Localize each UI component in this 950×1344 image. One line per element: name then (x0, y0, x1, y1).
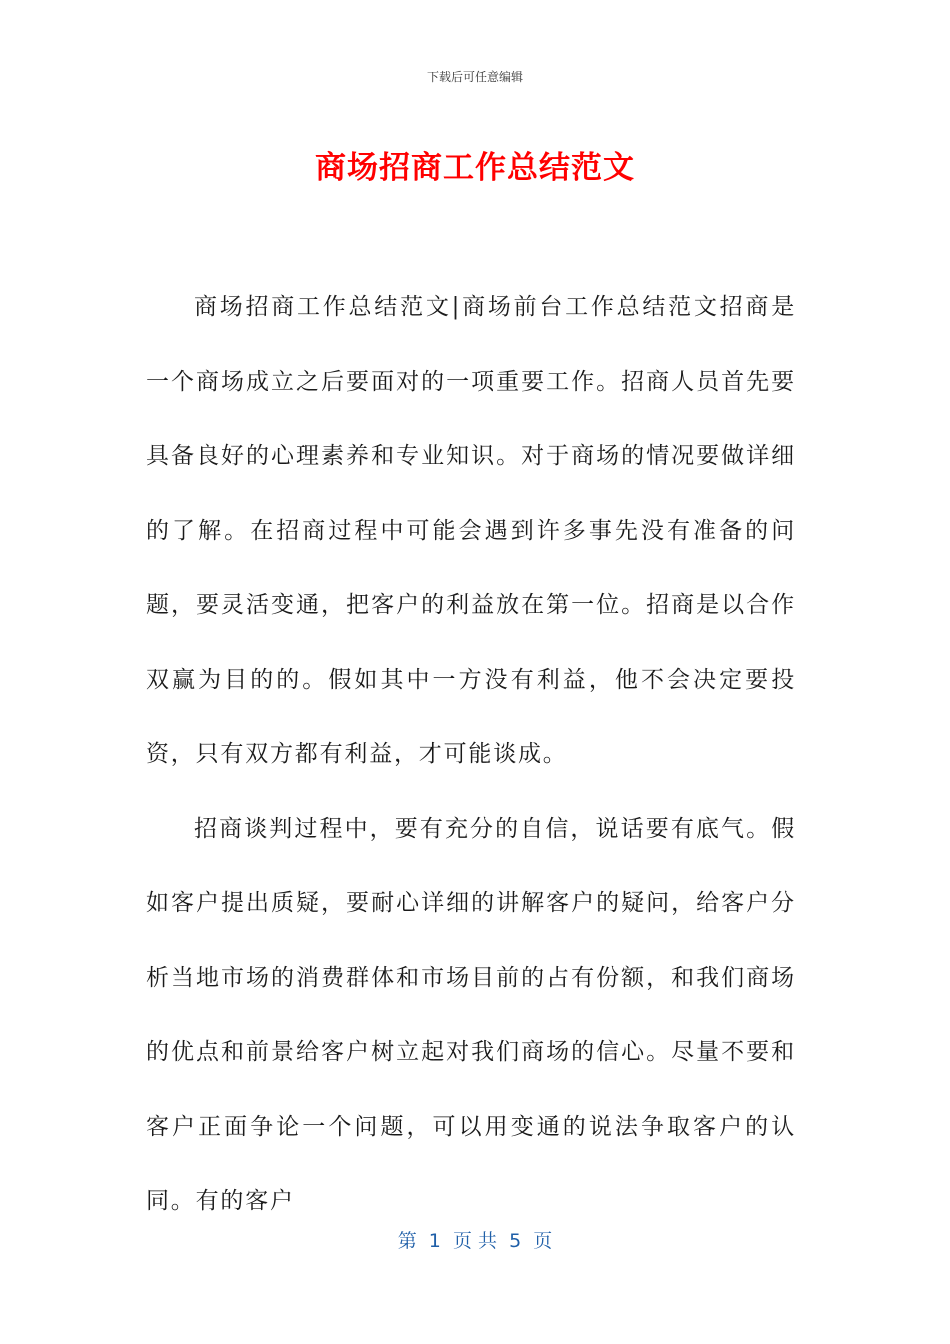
paragraph: 商场招商工作总结范文|商场前台工作总结范文招商是一个商场成立之后要面对的一项重要工作。招商人员首先要具备良好的心理素养和专业知识。对于商场的情况要做详细的了解。在招商过程中可能会遇到许多事先没有准备的问题，要灵活变通，把客户的利益放在第一位。招商是以合作双赢为目的的。假如其中一方没有利益，他不会决定要投资，只有双方都有利益，才可能谈成。 (146, 294, 796, 767)
document-body (146, 270, 796, 1239)
document-title: 商场招商工作总结范文 (315, 150, 635, 186)
paragraph: 招商谈判过程中，要有充分的自信，说话要有底气。假如客户提出质疑，要耐心详细的讲解客户的疑问，给客户分析当地市场的消费群体和市场目前的占有份额，和我们商场的优点和前景给客户树立起对我们商场的信心。尽量不要和客户正面争论一个问题，可以用变通的说法争取客户的认同。有的客户 (146, 815, 796, 1214)
header-note: 下载后可任意编辑 (426, 70, 523, 84)
page-number-footer: 第 1 页 共 5 页 (397, 1230, 553, 1252)
